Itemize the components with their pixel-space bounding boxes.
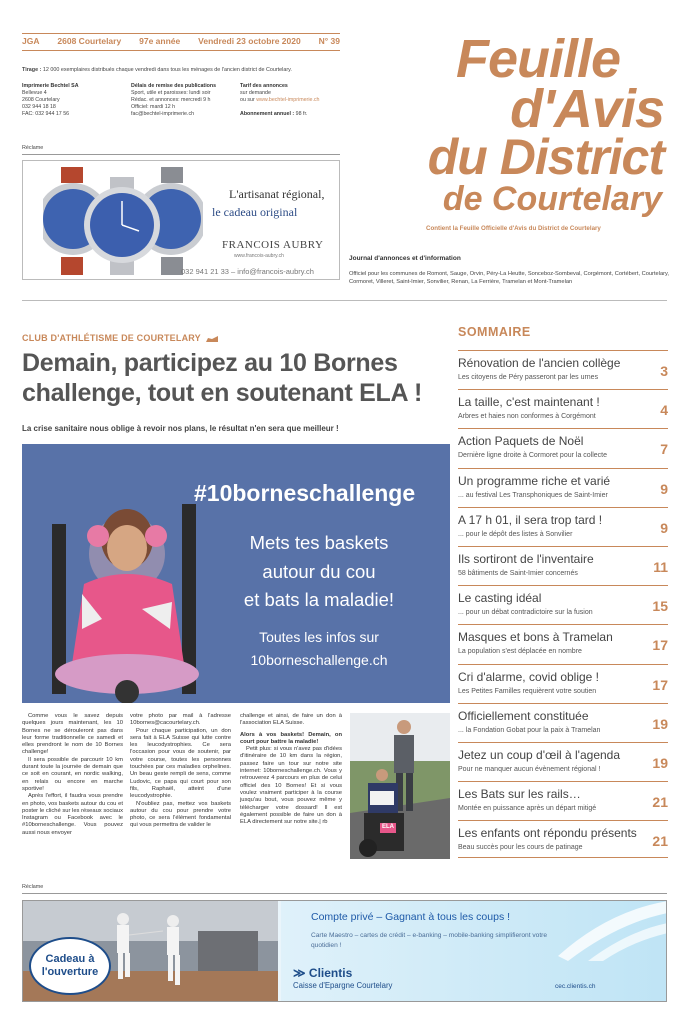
sommaire-item[interactable] bbox=[458, 507, 668, 546]
ela-sign: ELA bbox=[382, 824, 394, 830]
sommaire-title: SOMMAIRE bbox=[458, 325, 531, 339]
issue-number: N° 39 bbox=[318, 36, 340, 46]
sommaire-item-subtitle: ... pour le dépôt des listes à Sonvilier bbox=[458, 530, 573, 538]
sommaire-item[interactable] bbox=[458, 664, 668, 703]
bank-ad[interactable] bbox=[22, 900, 667, 1002]
ad-brand: FRANCOIS AUBRY bbox=[222, 239, 324, 251]
sommaire-item-title: Officiellement constituée bbox=[458, 708, 589, 723]
sommaire-item-page: 17 bbox=[652, 676, 668, 693]
sommaire-item[interactable] bbox=[458, 389, 668, 428]
locality: 2608 Courtelary bbox=[57, 36, 122, 46]
article-column-3 bbox=[240, 713, 342, 826]
sommaire-item-page: 7 bbox=[660, 441, 668, 458]
sommaire-item-page: 9 bbox=[660, 480, 668, 497]
sommaire-item[interactable] bbox=[458, 820, 668, 859]
photo-line-1: Mets tes baskets bbox=[249, 532, 389, 553]
deadlines-info: Délais de remise des publications Sport, utile et paroisses: lundi soir Rédac. et annonces: mercredi 9 h Officiel: mardi 12 h fac@bechtel-imprimerie.ch bbox=[131, 83, 217, 117]
ad-contact: 032 941 21 33 – info@francois-aubry.ch bbox=[181, 267, 314, 276]
sommaire-item-subtitle: Dernière ligne droite à Cormoret pour la collecte bbox=[458, 452, 608, 460]
gift-bubble: Cadeau à l'ouverture bbox=[29, 937, 111, 995]
watch-ad[interactable] bbox=[22, 160, 340, 280]
sommaire-item[interactable] bbox=[458, 468, 668, 507]
clientis-icon: ≫ bbox=[293, 966, 306, 980]
sommaire-item-subtitle: Arbres et haies non conformes à Corgémont bbox=[458, 413, 596, 421]
sommaire-item-subtitle: Les Petites Familles requièrent votre soutien bbox=[458, 687, 597, 695]
photo-line-5[interactable]: 10borneschallenge.ch bbox=[250, 652, 388, 668]
reclame-label-bottom: Réclame bbox=[22, 884, 44, 890]
runner-photo bbox=[350, 713, 450, 859]
article-lead: La crise sanitaire nous oblige à revoir nos plans, le résultat n'en sera que meilleur ! bbox=[22, 424, 339, 433]
sommaire-item-title: Jetez un coup d'œil à l'agenda bbox=[458, 748, 621, 762]
bank-name: Caisse d'Epargne Courtelary bbox=[293, 981, 393, 990]
paragraph: Comme vous le savez depuis quelques jours maintenant, les 10 Bornes ne se dérouleront pas dans leur forme traditionnelle ce samedi et elles prendront le nom de 10 Bornes challenge! bbox=[22, 713, 123, 756]
sommaire-item-title: Le casting idéal bbox=[458, 591, 542, 606]
sommaire-item[interactable] bbox=[458, 428, 668, 467]
sommaire-item-title: Action Paquets de Noël bbox=[458, 434, 584, 449]
deadlines-title: Délais de remise des publications bbox=[131, 83, 217, 89]
sommaire-item-subtitle: Pour ne manquer aucun évènement régional ! bbox=[458, 766, 601, 773]
journal-label: Journal d'annonces et d'information bbox=[349, 255, 461, 262]
sommaire-item-subtitle: 58 bâtiments de Saint-Imier concernés bbox=[458, 570, 578, 577]
ad-tagline-1: L'artisanat régional, bbox=[229, 187, 325, 201]
shoe-icon bbox=[205, 335, 219, 343]
bank-url[interactable]: cec.clientis.ch bbox=[555, 983, 596, 990]
photo-line-4: Toutes les infos sur bbox=[259, 629, 379, 645]
article-headline: Demain, participez au 10 Bornes challenge, tout en soutenant ELA ! bbox=[22, 349, 423, 407]
tariffs-link[interactable]: www.bechtel-imprimerie.ch bbox=[256, 97, 320, 103]
reclame-label: Réclame bbox=[22, 145, 44, 151]
paragraph: Petit plus: si vous n'avez pas d'idées d'itinéraire de 10 km dans la région, passez faire un tour sur notre site internet: 10borneschallenge.ch. Vous y retrouverez 4 parcours en plus de celui officiel des 10 Bornes! Et si vous voulez vraiment participer à la course jusqu'au bout, vous pouvez même y télécharger votre dossard! Il est également possible de faire un don à ELA directement sur notre site.| rb bbox=[240, 746, 342, 826]
ad-url[interactable]: www.francois-aubry.ch bbox=[234, 253, 284, 259]
photo-line-3: et bats la maladie! bbox=[243, 589, 395, 610]
sommaire-item[interactable] bbox=[458, 703, 668, 742]
sommaire-item-page: 19 bbox=[652, 755, 668, 771]
sommaire-item-title: Cri d'alarme, covid oblige ! bbox=[458, 669, 600, 684]
sommaire-item-page: 4 bbox=[660, 402, 668, 419]
paragraph: Il sera possible de parcourir 10 km durant toute la journée de demain que ce soit en courant, en nordic walking, en relais ou encore en marche sportive! bbox=[22, 756, 123, 792]
tariffs-info: Tarif des annonces sur demande ou sur www.bechtel-imprimerie.ch Abonnement annuel : 98 fr. bbox=[240, 83, 320, 117]
sommaire-item[interactable] bbox=[458, 742, 668, 781]
sommaire-item-title: Masques et bons à Tramelan bbox=[458, 630, 613, 645]
masthead-line-1: Feuille bbox=[455, 29, 620, 89]
sommaire-item-page: 19 bbox=[652, 715, 668, 732]
bank-ad-text: Carte Maestro – cartes de crédit – e-banking – mobile-banking simplifieront votre quotidien ! bbox=[311, 932, 548, 949]
sommaire-item-title: A 17 h 01, il sera trop tard ! bbox=[458, 512, 603, 527]
sommaire-item-page: 17 bbox=[652, 637, 668, 654]
masthead-subtitle: Contient la Feuille Officielle d'Avis du District de Courtelary bbox=[426, 225, 601, 232]
tirage-note: Tirage : 12 000 exemplaires distribués chaque vendredi dans tous les ménages de l'ancien district de Courtelary. bbox=[22, 67, 292, 73]
watches-image bbox=[43, 167, 203, 275]
photo-hashtag: #10borneschallenge bbox=[194, 480, 416, 506]
sommaire-item-title: La taille, c'est maintenant ! bbox=[458, 395, 600, 410]
paragraph: challenge et ainsi, de faire un don à l'association ELA Suisse. bbox=[240, 713, 342, 727]
jga-label: JGA bbox=[22, 36, 40, 46]
masthead-line-3: du District bbox=[427, 129, 664, 185]
issue-date: Vendredi 23 octobre 2020 bbox=[198, 36, 301, 46]
printer-title: Imprimerie Bechtel SA bbox=[22, 83, 79, 89]
sommaire-item-subtitle: Beau succès pour les cours de patinage bbox=[458, 844, 583, 852]
clientis-logo: ≫ Clientis bbox=[293, 966, 353, 980]
sommaire-item-subtitle: ... au festival Les Transphoniques de Saint-Imier bbox=[458, 491, 608, 499]
tariffs-title: Tarif des annonces bbox=[240, 83, 288, 89]
sommaire-item-page: 9 bbox=[660, 519, 668, 536]
masthead-line-2: d'Avis bbox=[510, 79, 664, 139]
photo-line-2: autour du cou bbox=[262, 561, 376, 582]
paragraph: Pour chaque participation, un don sera fait à ELA Suisse qui lutte contre les leucodystrophies. Ce sera l'occasion pour vous de soutenir, par votre course, toutes les personnes touchées par ces maladies orphelines. Un beau geste rempli de sens, comme Ludovic, ce papa qui court pour son fils, Raphaël, atteint d'une leucodystrophie. bbox=[130, 727, 231, 800]
issue-info-bar bbox=[22, 36, 340, 46]
sommaire-item-subtitle: ... la Fondation Gobat pour la paix à Tramelan bbox=[458, 726, 601, 734]
paragraph: votre photo par mail à l'adresse 10bornes@cacourtelary.ch. bbox=[130, 713, 231, 727]
article-subhead: Alors à vos baskets! Demain, on court pour battre la maladie! bbox=[240, 731, 342, 745]
article-column-2 bbox=[130, 713, 231, 830]
sommaire-item-page: 21 bbox=[652, 794, 668, 811]
sommaire-item-page: 21 bbox=[652, 833, 668, 850]
sommaire-item-title: Ils sortiront de l'inventaire bbox=[458, 552, 594, 566]
runner-photo-image bbox=[350, 713, 450, 859]
sommaire-item-subtitle: Montée en puissance après un départ mitigé bbox=[458, 805, 597, 813]
sommaire-item[interactable] bbox=[458, 624, 668, 663]
year: 97e année bbox=[139, 36, 181, 46]
bank-ad-title: Compte privé – Gagnant à tous les coups ! bbox=[311, 911, 511, 923]
masthead-line-4: de Courtelary bbox=[442, 180, 662, 218]
sommaire-item-title: Les Bats sur les rails… bbox=[458, 787, 581, 802]
sommaire-item[interactable] bbox=[458, 585, 668, 624]
article-column-1 bbox=[22, 713, 123, 837]
paragraph: N'oubliez pas, mettez vos baskets autour du cou pour prendre votre photo, ce sera l'élément fondamental qui vous permettra de valider le bbox=[130, 800, 231, 829]
sommaire-item[interactable] bbox=[458, 546, 668, 585]
sommaire-item-title: Les enfants ont répondu présents bbox=[458, 826, 637, 841]
article-kicker: CLUB D'ATHLÉTISME DE COURTELARY bbox=[22, 333, 219, 343]
sommaire-item-title: Rénovation de l'ancien collège bbox=[458, 356, 621, 370]
paragraph: Après l'effort, il faudra vous prendre en photo, vos baskets autour du cou et poster le cliché sur les réseaux sociaux Instagram ou Facebook avec le #10borneschallenge. Vous pouvez aussi nous envoyer bbox=[22, 793, 123, 836]
ad-tagline-2: le cadeau original bbox=[212, 205, 298, 219]
sommaire-item-page: 11 bbox=[653, 559, 668, 575]
sommaire-item-title: Un programme riche et varié bbox=[458, 473, 611, 488]
sommaire-item-page: 3 bbox=[660, 363, 668, 379]
sommaire-item-subtitle: La population s'est déplacée en nombre bbox=[458, 648, 582, 656]
sommaire-item[interactable] bbox=[458, 350, 668, 389]
sommaire-item[interactable] bbox=[458, 781, 668, 820]
sommaire-item-subtitle: ... pour un débat contradictoire sur la fusion bbox=[458, 609, 593, 617]
article-photo bbox=[22, 444, 450, 703]
sommaire-item-subtitle: Les citoyens de Péry passeront par les urnes bbox=[458, 374, 599, 381]
sommaire-item-page: 15 bbox=[652, 598, 668, 615]
printer-info: Imprimerie Bechtel SA Bellevue 4 2608 Courtelary 032 944 18 18 FAC: 032 944 17 56 bbox=[22, 83, 79, 117]
communes-list: Officiel pour les communes de Romont, Sauge, Orvin, Péry-La Heutte, Sonceboz-Sombeval, Corgémont, Cortébert, Courtelary, Cormoret, Villeret, Saint-Imier, Sonvilier, Renan, La Ferrière, Tramelan et Mont-Tramelan bbox=[349, 271, 670, 285]
